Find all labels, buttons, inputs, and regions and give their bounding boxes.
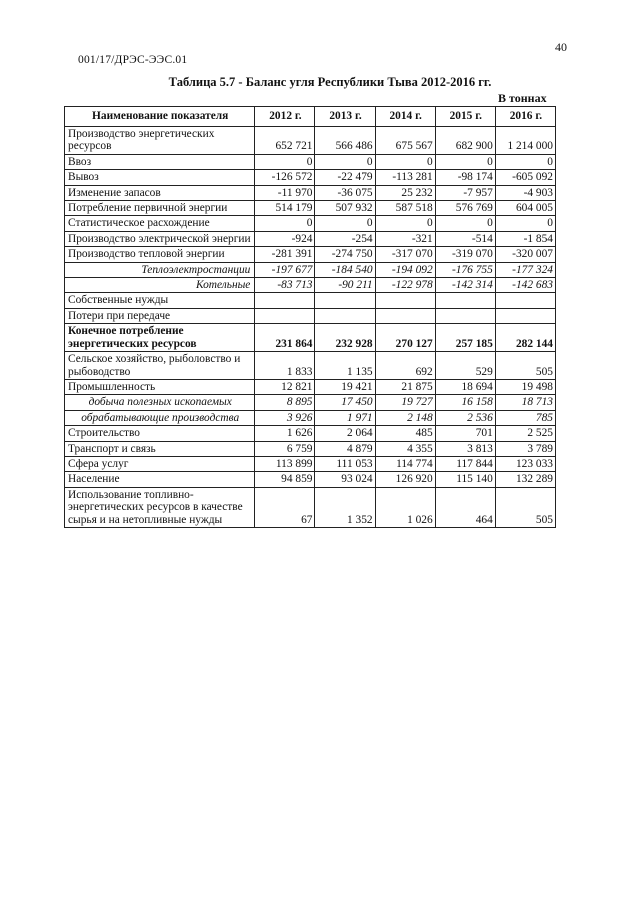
units-label: В тоннах (498, 91, 547, 105)
row-value-2016: 0 (495, 216, 555, 231)
row-value-2014: 114 774 (375, 456, 435, 471)
table-row (65, 308, 556, 323)
row-value-2012: 1 833 (255, 352, 315, 380)
row-value-2016: 0 (495, 154, 555, 169)
row-value-2013: 19 421 (315, 379, 375, 394)
table-row (65, 426, 556, 441)
row-value-2016: -177 324 (495, 262, 555, 277)
header-year-2014: 2014 г. (375, 107, 435, 127)
row-value-2016: 3 789 (495, 441, 555, 456)
row-value-2013: -22 479 (315, 170, 375, 185)
table-row (65, 395, 556, 410)
header-year-2012: 2012 г. (255, 107, 315, 127)
row-value-2015: 16 158 (435, 395, 495, 410)
row-value-2013: 93 024 (315, 472, 375, 487)
table-row (65, 278, 556, 293)
row-label: обрабатывающие производства (65, 410, 255, 425)
row-value-2014: 587 518 (375, 201, 435, 216)
table-row (65, 154, 556, 169)
row-label: Сфера услуг (65, 456, 255, 471)
row-value-2015: -319 070 (435, 247, 495, 262)
table-row (65, 247, 556, 262)
row-value-2016: -605 092 (495, 170, 555, 185)
row-value-2014: 675 567 (375, 127, 435, 155)
row-value-2016: 505 (495, 487, 555, 527)
row-value-2013: 0 (315, 154, 375, 169)
row-value-2012: 8 895 (255, 395, 315, 410)
row-value-2016: -4 903 (495, 185, 555, 200)
row-value-2012: 3 926 (255, 410, 315, 425)
row-value-2014: 2 148 (375, 410, 435, 425)
row-value-2015: 464 (435, 487, 495, 527)
row-value-2012: 514 179 (255, 201, 315, 216)
row-label: Транспорт и связь (65, 441, 255, 456)
row-value-2015: 682 900 (435, 127, 495, 155)
table-row (65, 216, 556, 231)
row-value-2013: 1 352 (315, 487, 375, 527)
table-row (65, 293, 556, 308)
header-indicator-name: Наименование показателя (65, 107, 255, 127)
row-value-2015: 576 769 (435, 201, 495, 216)
row-value-2013: -36 075 (315, 185, 375, 200)
row-value-2015: 18 694 (435, 379, 495, 394)
table-row (65, 352, 556, 380)
row-value-2013: 111 053 (315, 456, 375, 471)
row-value-2012: -126 572 (255, 170, 315, 185)
row-value-2012 (255, 308, 315, 323)
row-value-2015: -176 755 (435, 262, 495, 277)
row-label: Теплоэлектростанции (65, 262, 255, 277)
row-value-2014 (375, 293, 435, 308)
row-value-2012: 0 (255, 216, 315, 231)
row-value-2016: 282 144 (495, 324, 555, 352)
row-value-2013: 4 879 (315, 441, 375, 456)
row-value-2013: 0 (315, 216, 375, 231)
table-title: Таблица 5.7 - Баланс угля Республики Тыва 2012-2016 гг. (168, 75, 492, 89)
header-year-2013: 2013 г. (315, 107, 375, 127)
row-value-2016 (495, 293, 555, 308)
page-number: 40 (555, 40, 567, 54)
row-value-2013: -90 211 (315, 278, 375, 293)
row-label: Котельные (65, 278, 255, 293)
row-value-2012: 94 859 (255, 472, 315, 487)
row-value-2013: 232 928 (315, 324, 375, 352)
row-label: Промышленность (65, 379, 255, 394)
row-value-2012: 231 864 (255, 324, 315, 352)
row-value-2016 (495, 308, 555, 323)
table-row (65, 231, 556, 246)
row-label: Производство тепловой энергии (65, 247, 255, 262)
row-value-2016: 123 033 (495, 456, 555, 471)
row-value-2015: 2 536 (435, 410, 495, 425)
row-value-2014: 692 (375, 352, 435, 380)
row-value-2016: 2 525 (495, 426, 555, 441)
row-value-2014: -122 978 (375, 278, 435, 293)
row-label: Сельское хозяйство, рыболовство и рыбоводство (65, 352, 255, 380)
row-label: Потери при передаче (65, 308, 255, 323)
table-row (65, 170, 556, 185)
row-value-2012: 1 626 (255, 426, 315, 441)
row-value-2015: 701 (435, 426, 495, 441)
row-value-2015: 529 (435, 352, 495, 380)
row-value-2014: 0 (375, 216, 435, 231)
row-value-2016: 1 214 000 (495, 127, 555, 155)
table-body (65, 127, 556, 528)
table-row (65, 379, 556, 394)
row-value-2016: 18 713 (495, 395, 555, 410)
row-value-2012: 113 899 (255, 456, 315, 471)
row-value-2013: 17 450 (315, 395, 375, 410)
row-value-2013: 566 486 (315, 127, 375, 155)
table-row (65, 262, 556, 277)
row-value-2014: 25 232 (375, 185, 435, 200)
row-value-2014: -321 (375, 231, 435, 246)
row-value-2012: 652 721 (255, 127, 315, 155)
row-value-2014: 21 875 (375, 379, 435, 394)
table-row (65, 324, 556, 352)
row-value-2014: 126 920 (375, 472, 435, 487)
row-value-2014: 485 (375, 426, 435, 441)
row-label: Изменение запасов (65, 185, 255, 200)
row-value-2015: 115 140 (435, 472, 495, 487)
row-value-2013: -184 540 (315, 262, 375, 277)
document-code: 001/17/ДРЭС-ЭЭС.01 (78, 54, 188, 66)
row-value-2014 (375, 308, 435, 323)
row-value-2015: 3 813 (435, 441, 495, 456)
row-value-2014: -317 070 (375, 247, 435, 262)
row-value-2015: 117 844 (435, 456, 495, 471)
row-value-2014: 19 727 (375, 395, 435, 410)
row-value-2016: 19 498 (495, 379, 555, 394)
table-row (65, 472, 556, 487)
table-row (65, 456, 556, 471)
row-value-2015 (435, 293, 495, 308)
row-value-2013 (315, 308, 375, 323)
row-value-2016: 505 (495, 352, 555, 380)
table-row (65, 487, 556, 527)
row-value-2016: 785 (495, 410, 555, 425)
row-value-2014: 0 (375, 154, 435, 169)
row-value-2012: -197 677 (255, 262, 315, 277)
table-row (65, 185, 556, 200)
row-value-2015: 257 185 (435, 324, 495, 352)
row-value-2016: -142 683 (495, 278, 555, 293)
row-label: Использование топливно-энергетических ресурсов в качестве сырья и на нетопливные нужды (65, 487, 255, 527)
row-label: Население (65, 472, 255, 487)
row-value-2013: 1 971 (315, 410, 375, 425)
row-value-2015 (435, 308, 495, 323)
row-value-2014: -113 281 (375, 170, 435, 185)
row-value-2013: 2 064 (315, 426, 375, 441)
row-value-2014: 1 026 (375, 487, 435, 527)
row-value-2012: 67 (255, 487, 315, 527)
table-row (65, 441, 556, 456)
coal-balance-table (64, 106, 556, 528)
row-label: Строительство (65, 426, 255, 441)
row-label: добыча полезных ископаемых (65, 395, 255, 410)
row-value-2013: 507 932 (315, 201, 375, 216)
header-year-2015: 2015 г. (435, 107, 495, 127)
row-label: Статистическое расхождение (65, 216, 255, 231)
row-label: Ввоз (65, 154, 255, 169)
row-value-2015: -142 314 (435, 278, 495, 293)
table-row (65, 127, 556, 155)
row-value-2012: -924 (255, 231, 315, 246)
row-value-2015: -514 (435, 231, 495, 246)
row-value-2013: 1 135 (315, 352, 375, 380)
row-value-2013 (315, 293, 375, 308)
row-value-2015: 0 (435, 154, 495, 169)
row-value-2012: -83 713 (255, 278, 315, 293)
row-value-2014: 270 127 (375, 324, 435, 352)
row-value-2013: -254 (315, 231, 375, 246)
row-label: Конечное потребление энергетических ресурсов (65, 324, 255, 352)
row-value-2015: -7 957 (435, 185, 495, 200)
row-value-2012: 6 759 (255, 441, 315, 456)
row-value-2014: 4 355 (375, 441, 435, 456)
row-label: Потребление первичной энергии (65, 201, 255, 216)
header-year-2016: 2016 г. (495, 107, 555, 127)
row-value-2016: 132 289 (495, 472, 555, 487)
row-value-2014: -194 092 (375, 262, 435, 277)
row-label: Производство электрической энергии (65, 231, 255, 246)
row-value-2015: -98 174 (435, 170, 495, 185)
row-label: Вывоз (65, 170, 255, 185)
row-value-2012: -281 391 (255, 247, 315, 262)
row-value-2013: -274 750 (315, 247, 375, 262)
row-label: Производство энергетических ресурсов (65, 127, 255, 155)
table-row (65, 410, 556, 425)
row-label: Собственные нужды (65, 293, 255, 308)
row-value-2016: -320 007 (495, 247, 555, 262)
row-value-2012: 12 821 (255, 379, 315, 394)
row-value-2012: 0 (255, 154, 315, 169)
row-value-2012: -11 970 (255, 185, 315, 200)
row-value-2016: 604 005 (495, 201, 555, 216)
table-header-row (65, 107, 556, 127)
row-value-2016: -1 854 (495, 231, 555, 246)
row-value-2015: 0 (435, 216, 495, 231)
table-row (65, 201, 556, 216)
row-value-2012 (255, 293, 315, 308)
